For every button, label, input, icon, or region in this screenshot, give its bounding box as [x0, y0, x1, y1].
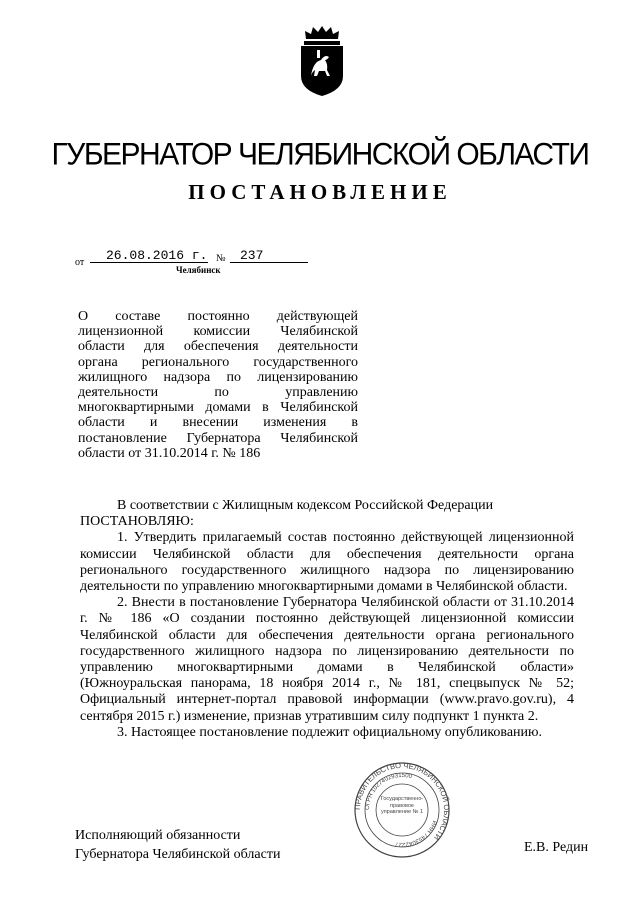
preamble: В соответствии с Жилищным кодексом Российской Федерации: [117, 498, 494, 513]
item-3: 3. Настоящее постановление подлежит официальному опубликованию.: [117, 724, 542, 740]
subject-line: деятельности по управлению: [78, 385, 358, 401]
number-label: №: [216, 253, 226, 264]
subject-line: области и внесении изменения в: [78, 415, 358, 431]
stamp-ogrn: ОГРН 1027402931500: [364, 772, 413, 811]
signer-block: [75, 826, 280, 864]
decree-body: [80, 498, 574, 741]
signer-role-line-2: Губернатора Челябинской области: [75, 847, 281, 862]
item-1: 1. Утвердить прилагаемый состав постоянно действующей лицензионной комиссии Челябинской области для обеспечения деятельности органа регионального государственного жилищного надзора по лицензированию деятельности по управлению многоквартирными домами в Челябинской области.: [80, 530, 574, 595]
stamp-inn: ИНН 7453042227: [394, 819, 438, 848]
subject-line: органа регионального государственного: [78, 354, 358, 370]
decree-date: 26.08.2016 г.: [106, 248, 208, 263]
city-label: Челябинск: [176, 265, 221, 275]
subject-line: О составе постоянно действующей: [78, 309, 358, 324]
official-seal-stamp: [352, 760, 452, 860]
coat-of-arms-emblem: [297, 24, 347, 97]
subject-line: области для обеспечения деятельности: [78, 339, 358, 355]
stamp-inner-text: Государственно-правовое управление № 1: [380, 796, 424, 815]
decree-number: 237: [240, 248, 264, 263]
stamp-outer-text: ПРАВИТЕЛЬСТВО ЧЕЛЯБИНСКОЙ ОБЛАСТИ: [352, 760, 452, 842]
item-2: 2. Внести в постановление Губернатора Челябинской области от 31.10.2014 г. № 186 «О создании постоянно действующей лицензионной комиссии Челябинской области для обеспечения деятельности органа регионального государственного жилищного надзора по лицензированию деятельности по управлению многоквартирными домами в Челябинской области» (Южноуральская панорама, 18 ноября 2014 г., № 181, спецвыпуск № 52; Официальный интернет-портал правовой информации (www.pravo.gov.ru), 4 сентября 2015 г.) изменение, признав утратившим силу подпункт 1 пункта 2.: [80, 595, 574, 724]
governor-title: ГУБЕРНАТОР ЧЕЛЯБИНСКОЙ ОБЛАСТИ: [51, 137, 589, 172]
signer-name: Е.В. Редин: [524, 840, 589, 855]
subject-line: многоквартирными домами в Челябинской: [78, 400, 358, 416]
decree-title: ПОСТАНОВЛЕНИЕ: [188, 180, 452, 204]
resolve-word: ПОСТАНОВЛЯЮ:: [80, 514, 194, 530]
date-prefix-label: от: [75, 257, 85, 268]
decree-subject: [78, 309, 358, 461]
subject-line: постановление Губернатора Челябинской: [78, 430, 358, 446]
subject-line: области от 31.10.2014 г. № 186: [78, 445, 261, 461]
subject-line: жилищного надзора по лицензированию: [78, 369, 358, 385]
signer-role-line-1: Исполняющий обязанности: [75, 828, 241, 843]
subject-line: лицензионной комиссии Челябинской: [78, 324, 358, 340]
